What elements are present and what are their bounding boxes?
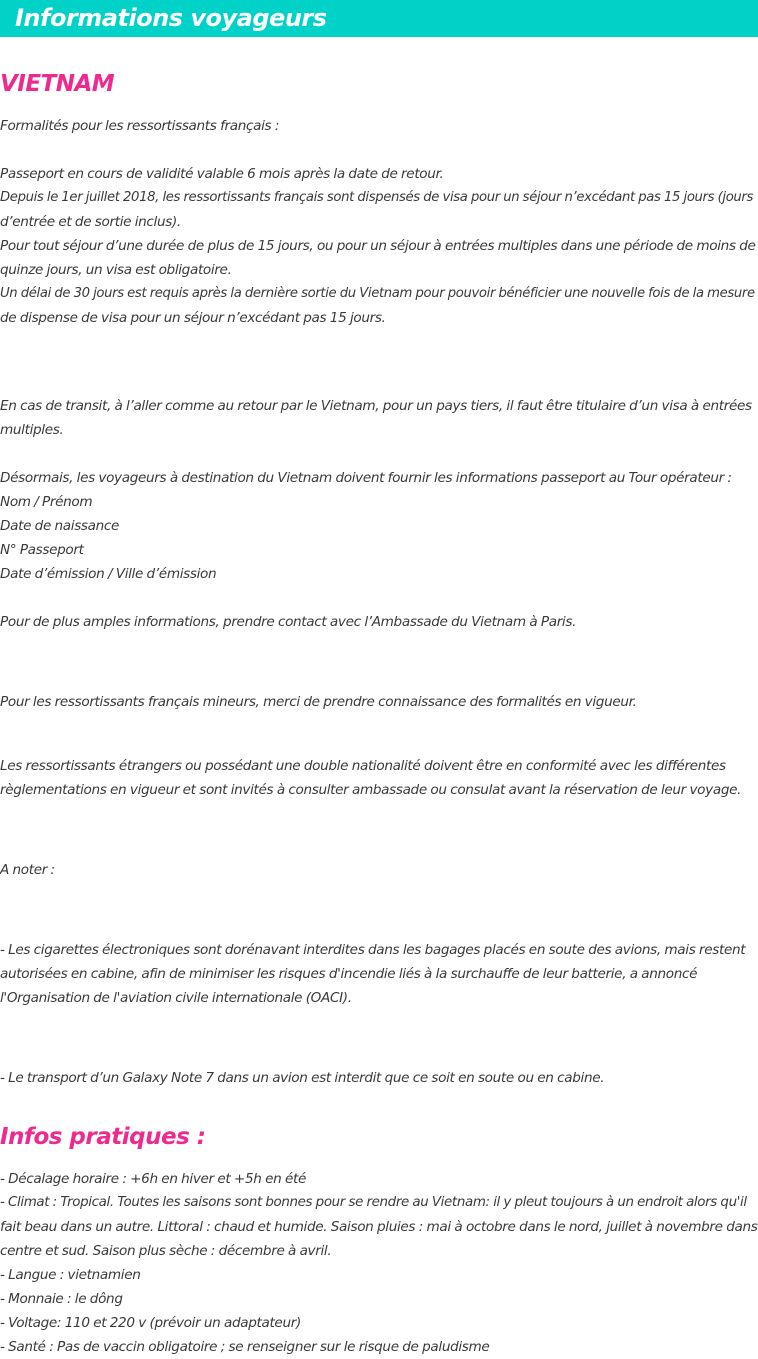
passport-intro: Désormais, les voyageurs à destination du Vietnam doivent fournir les informations passeport au Tour opérateur : (0, 470, 732, 486)
transit-text: En cas de transit, à l’aller comme au retour par le Vietnam, pour un pays tiers, il faut être titulaire d’un visa à entrées (0, 398, 752, 414)
ecig-text: autorisées en cabine, afin de minimiser les risques d'incendie liés à la surchauffe de leur batterie, a annoncé (0, 966, 698, 982)
practical-item: - Climat : Tropical. Toutes les saisons sont bonnes pour se rendre au Vietnam: il y pleut toujours à un endroit alors qu'il (0, 1195, 747, 1210)
note-label: A noter : (0, 862, 55, 878)
header-bar (0, 0, 758, 37)
text-line: quinze jours, un visa est obligatoire. (0, 262, 232, 278)
transit-text: multiples. (0, 422, 64, 438)
country-heading: VIETNAM (0, 71, 115, 97)
formalities-intro: Formalités pour les ressortissants français : (0, 118, 280, 134)
text-line: Un délai de 30 jours est requis après la dernière sortie du Vietnam pour pouvoir bénéficier une nouvelle fois de la mesure (0, 286, 755, 301)
passport-field: Nom / Prénom (0, 494, 93, 510)
text-line: d’entrée et de sortie inclus). (0, 214, 181, 230)
foreign-text: Les ressortissants étrangers ou possédant une double nationalité doivent être en conformité avec les différentes (0, 758, 726, 774)
embassy-text: Pour de plus amples informations, prendre contact avec l’Ambassade du Vietnam à Paris. (0, 614, 577, 630)
practical-item: centre et sud. Saison plus sèche : décembre à avril. (0, 1243, 332, 1259)
text-line: Passeport en cours de validité valable 6 mois après la date de retour. (0, 166, 444, 182)
minors-text: Pour les ressortissants français mineurs, merci de prendre connaissance des formalités en vigueur. (0, 694, 637, 710)
ecig-text: l'Organisation de l'aviation civile internationale (OACI). (0, 990, 352, 1006)
text-line: de dispense de visa pour un séjour n’excédant pas 15 jours. (0, 310, 386, 326)
practical-item: - Langue : vietnamien (0, 1267, 141, 1283)
practical-item: - Monnaie : le dông (0, 1291, 123, 1307)
passport-field: Date d’émission / Ville d’émission (0, 566, 217, 582)
text-line: Pour tout séjour d’une durée de plus de 15 jours, ou pour un séjour à entrées multiples dans une période de moins de (0, 238, 756, 254)
practical-item: - Voltage: 110 et 220 v (prévoir un adaptateur) (0, 1315, 301, 1331)
foreign-text: règlementations en vigueur et sont invités à consulter ambassade ou consulat avant la réservation de leur voyage. (0, 782, 742, 798)
practical-item: - Décalage horaire : +6h en hiver et +5h en été (0, 1171, 306, 1187)
passport-field: N° Passeport (0, 542, 84, 558)
practical-item: fait beau dans un autre. Littoral : chaud et humide. Saison pluies : mai à octobre dans le nord, juillet à novembre dans (0, 1219, 758, 1235)
text-line: Depuis le 1er juillet 2018, les ressortissants français sont dispensés de visa pour un séjour n’excédant pas 15 jours (jours (0, 190, 754, 205)
galaxy-text: - Le transport d’un Galaxy Note 7 dans un avion est interdit que ce soit en soute ou en cabine. (0, 1070, 605, 1086)
practical-item: - Santé : Pas de vaccin obligatoire ; se renseigner sur le risque de paludisme (0, 1339, 490, 1355)
page-title: Informations voyageurs (15, 4, 327, 32)
ecig-text: - Les cigarettes électroniques sont dorénavant interdites dans les bagages placés en soute des avions, mais restent (0, 942, 746, 958)
passport-field: Date de naissance (0, 518, 120, 534)
practical-heading: Infos pratiques : (0, 1124, 206, 1150)
